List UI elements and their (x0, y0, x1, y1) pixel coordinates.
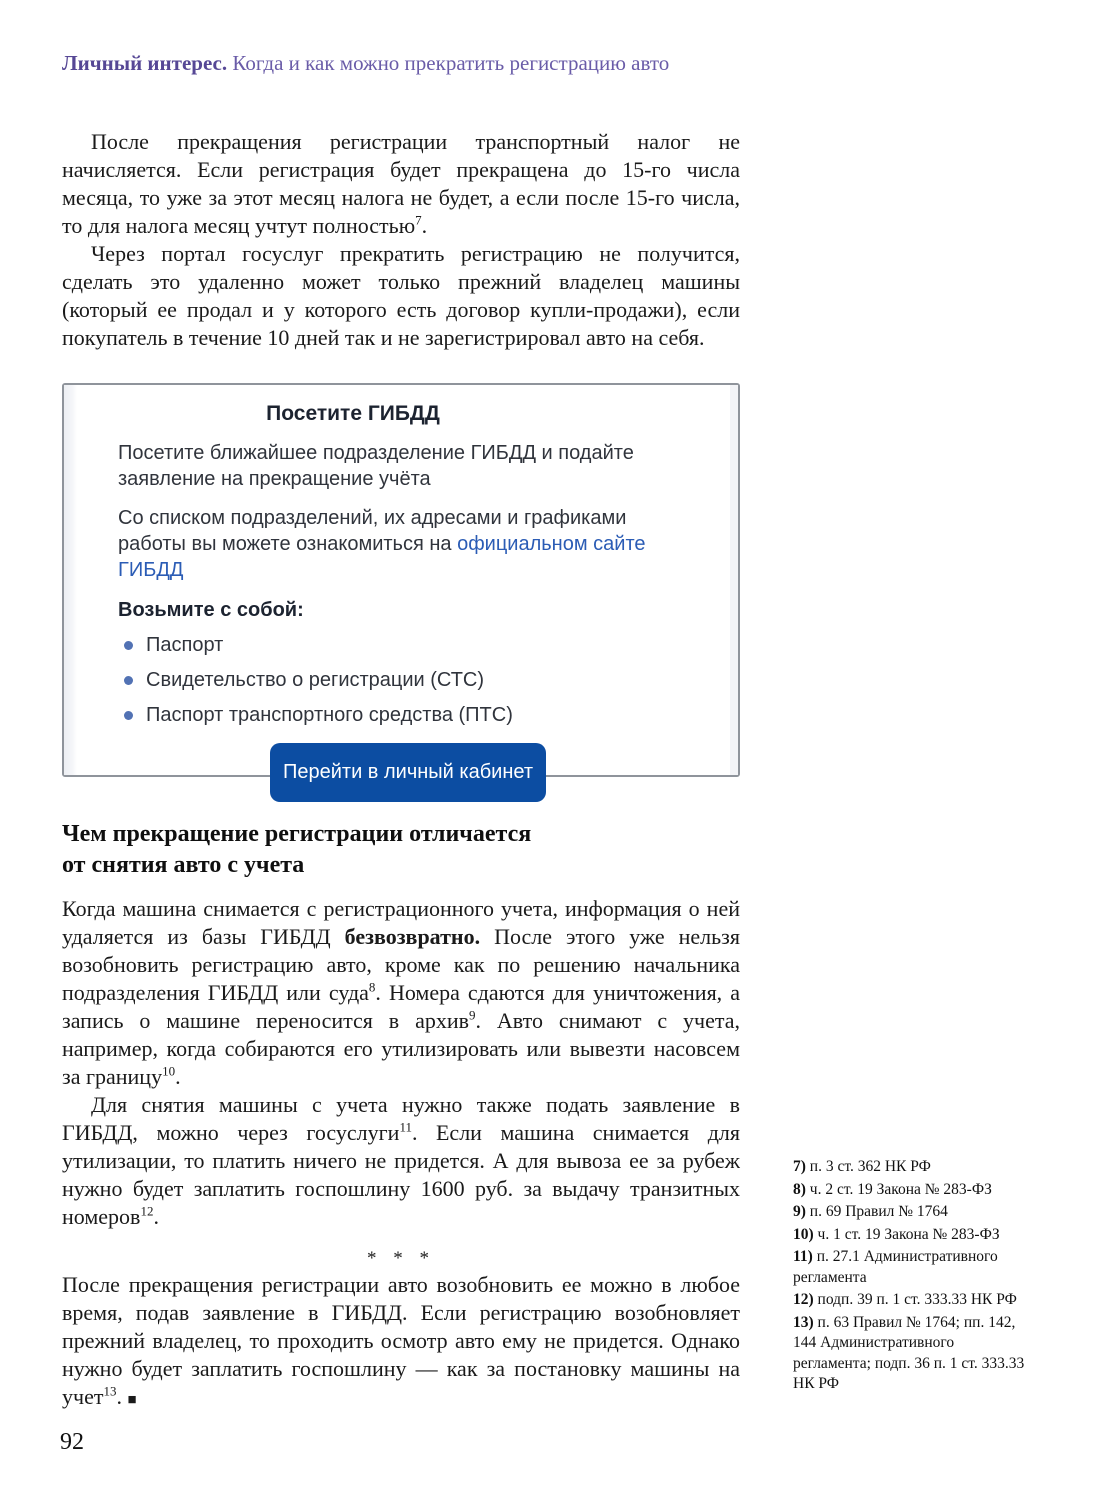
list-item (118, 668, 698, 693)
paragraph-text: . (153, 1204, 159, 1229)
footnote-item (793, 1290, 1030, 1311)
footnote-item (793, 1247, 1030, 1288)
card-paragraph-text: Со списком подразделений, их адресами и графиками работы вы можете ознакомиться на (118, 507, 627, 555)
page-number: 92 (60, 1429, 84, 1455)
footnote-ref: 11 (399, 1119, 412, 1135)
list-item (118, 703, 698, 728)
list-item (118, 633, 698, 658)
paragraph-text: После этого уже нельзя возобновить регистрацию авто, кроме как по решению начальника подразделения ГИБДД или суда (62, 924, 740, 1005)
section-heading: Чем прекращение регистрации отличается от снятия авто с учета (62, 821, 532, 878)
footnote-text: п. 3 ст. 362 НК РФ (805, 1158, 931, 1175)
bullet-icon (124, 641, 133, 650)
footnote-number: 13) (793, 1313, 814, 1331)
paragraph-text: . (421, 213, 428, 238)
footnote-ref: 7 (415, 212, 422, 228)
footnotes-rail (793, 1157, 1030, 1397)
footnote-text: подп. 39 п. 1 ст. 333.33 НК РФ (813, 1291, 1017, 1308)
take-with-label: Возьмите с собой: (118, 599, 304, 621)
footnote-ref: 10 (162, 1063, 176, 1079)
footnote-text: ч. 2 ст. 19 Закона № 283-ФЗ (805, 1180, 992, 1198)
paragraph (62, 895, 740, 1091)
footnote-item (793, 1313, 1030, 1395)
paragraph-text: . (175, 1064, 181, 1089)
footnote-number: 9) (793, 1203, 806, 1220)
button-row (118, 743, 698, 802)
list-item-label: Свидетельство о регистрации (СТС) (146, 669, 485, 691)
paragraph-text: . (116, 1384, 128, 1409)
paragraph (62, 240, 740, 352)
footnote-number: 10) (793, 1225, 814, 1243)
article-topic: Когда и как можно прекратить регистрацию авто (227, 51, 670, 75)
footnote-item (793, 1180, 1030, 1201)
footnote-ref: 8 (368, 979, 376, 995)
bullet-icon (124, 711, 133, 720)
running-head (62, 50, 762, 77)
documents-list (118, 633, 698, 728)
footnote-text: ч. 1 ст. 19 Закона № 283-ФЗ (813, 1225, 1000, 1243)
paragraph-text: Когда машина снимается с регистрационного учета, информация о ней удаляется из базы ГИБДД (62, 896, 740, 949)
paragraph-text: После прекращения регистрации транспортный налог не начисляется. Если регистрация будет прекращена до 15-го числа месяца, то уже за этот месяц налога не будет, а если после 15-го числа, то для налога месяц учтут полностью (62, 129, 740, 238)
card-paragraph (118, 505, 698, 583)
gibdd-site-link[interactable]: официальном сайте ГИБДД (118, 533, 646, 581)
footnote-item (793, 1202, 1030, 1223)
rubric-label: Личный интерес. (62, 51, 228, 75)
paragraph (62, 1271, 740, 1414)
footnote-number: 11) (793, 1248, 813, 1265)
card-title: Посетите ГИБДД (266, 402, 440, 425)
footnote-number: 8) (793, 1180, 806, 1198)
footnote-ref: 12 (140, 1203, 154, 1219)
personal-account-button[interactable]: Перейти в личный кабинет (270, 743, 546, 802)
footnote-item (793, 1225, 1030, 1246)
footnote-text: п. 27.1 Административного регламента (793, 1248, 998, 1286)
footnote-ref: 9 (469, 1007, 476, 1023)
paragraph-text: . Если машина снимается для утилизации, то платить ничего не придется. А для вывоза ее за рубеж нужно будет заплатить госпошлину 1600 руб. за выдачу транзитных номеров (62, 1120, 740, 1229)
list-item-label: Паспорт (146, 634, 224, 656)
paragraph-text: Для снятия машины с учета нужно также подать заявление в ГИБДД, можно через госуслуги (62, 1092, 740, 1145)
paragraph-text: . Авто снимают с учета, например, когда собираются его утилизировать или вывезти насовсем за границу (62, 1008, 740, 1089)
end-mark: ■ (127, 1392, 137, 1408)
footnote-item (793, 1157, 1030, 1178)
list-item-label: Паспорт транспортного средства (ПТС) (146, 704, 513, 726)
card-paragraph: Посетите ближайшее подразделение ГИБДД и подайте заявление на прекращение учёта (118, 442, 634, 490)
footnote-number: 12) (793, 1291, 814, 1308)
footnote-ref: 13 (103, 1383, 117, 1399)
paragraph-text: После прекращения регистрации авто возобновить ее можно в любое время, подав заявление в ГИБДД. Если регистрацию возобновляет прежний владелец, то проходить осмотр авто ему не придется. Однако нужно будет заплатить госпошлину — как за постановку машины на учет (62, 1272, 740, 1409)
paragraph-text: Через портал госуслуг прекратить регистрацию не получится, сделать это удаленно может только прежний владелец машины (который ее продал и у которого есть договор купли-продажи), если покупатель в течение 10 дней так и не зарегистрировал авто на себя. (62, 241, 740, 350)
asterisk-separator: * * * (367, 1248, 435, 1269)
main-text-column (62, 128, 740, 1414)
footnote-number: 7) (793, 1158, 806, 1175)
paragraph-text: . Номера сдаются для уничтожения, а запись о машине переносится в архив (62, 980, 740, 1033)
paragraph (62, 1091, 740, 1231)
footnote-text: п. 63 Правил № 1764; пп. 142, 144 Административного регламента; подп. 36 п. 1 ст. 333.33 НК РФ (793, 1313, 1025, 1392)
gosuslugi-screenshot-card (62, 383, 740, 783)
bullet-icon (124, 676, 133, 685)
footnote-text: п. 69 Правил № 1764 (805, 1203, 948, 1220)
bold-text: безвозвратно. (344, 924, 481, 949)
paragraph (62, 128, 740, 240)
